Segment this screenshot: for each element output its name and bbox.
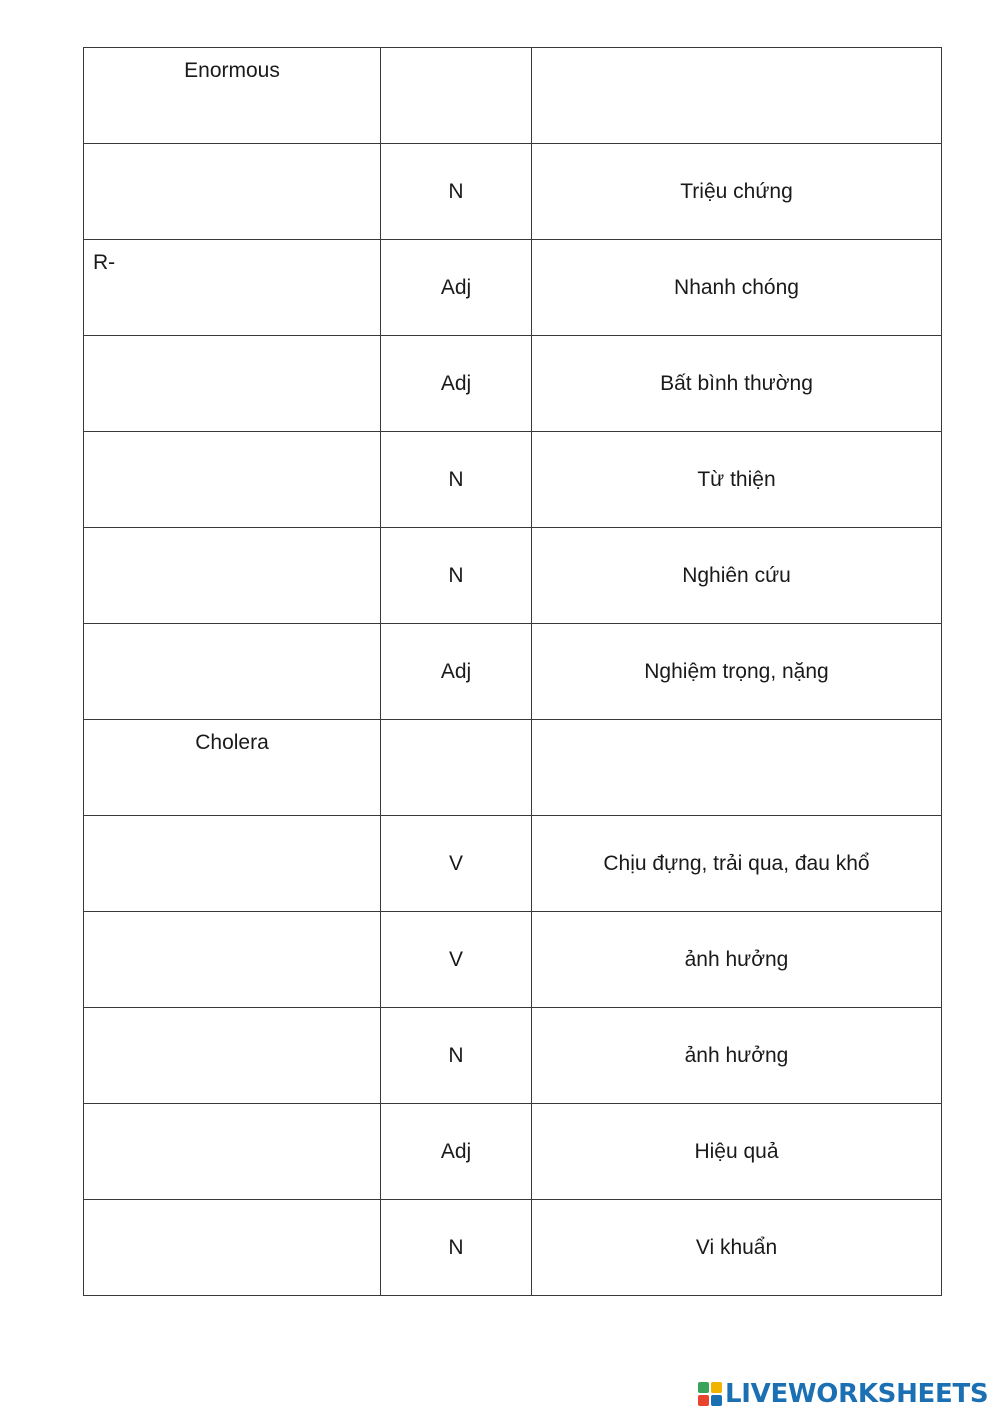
table-row [84,912,942,1008]
meaning-cell: Chịu đựng, trải qua, đau khổ [532,816,942,912]
meaning-cell: Nghiên cứu [532,528,942,624]
brand-name: LIVEWORKSHEETS [725,1379,989,1409]
word-cell[interactable] [84,1104,381,1200]
word-type-cell: N [381,1008,532,1104]
meaning-cell: Bất bình thường [532,336,942,432]
word-cell[interactable] [84,432,381,528]
word-cell[interactable] [84,144,381,240]
table-row [84,624,942,720]
word-cell[interactable] [84,336,381,432]
word-cell[interactable] [84,912,381,1008]
word-type-cell: V [381,816,532,912]
table-row [84,1104,942,1200]
meaning-cell: Từ thiện [532,432,942,528]
word-type-cell: Adj [381,624,532,720]
vocabulary-table [83,47,942,1296]
word-text: Cholera [195,731,269,754]
word-type-cell: N [381,144,532,240]
table-row [84,720,942,816]
table-row [84,336,942,432]
table-row [84,1008,942,1104]
word-type-cell: N [381,1200,532,1296]
word-cell[interactable] [84,1008,381,1104]
table-row [84,144,942,240]
meaning-cell: Nhanh chóng [532,240,942,336]
word-cell[interactable] [84,1200,381,1296]
word-type-cell: Adj [381,336,532,432]
meaning-cell [532,720,942,816]
table-row [84,528,942,624]
word-cell[interactable] [84,816,381,912]
meaning-cell: ảnh hưởng [532,912,942,1008]
word-type-cell: N [381,528,532,624]
meaning-cell: Nghiệm trọng, nặng [532,624,942,720]
table-row [84,432,942,528]
word-text: Enormous [184,59,280,82]
meaning-cell: Hiệu quả [532,1104,942,1200]
table-row [84,240,942,336]
word-type-cell: V [381,912,532,1008]
meaning-cell: Vi khuẩn [532,1200,942,1296]
table-row [84,816,942,912]
word-type-cell [381,48,532,144]
word-type-cell [381,720,532,816]
meaning-cell [532,48,942,144]
table-row [84,48,942,144]
word-type-cell: Adj [381,1104,532,1200]
liveworksheets-logo-icon [697,1381,723,1407]
word-type-cell: N [381,432,532,528]
meaning-cell: ảnh hưởng [532,1008,942,1104]
word-cell[interactable] [84,528,381,624]
meaning-cell: Triệu chứng [532,144,942,240]
table-row [84,1200,942,1296]
word-text: R- [93,251,116,274]
word-cell[interactable] [84,624,381,720]
word-type-cell: Adj [381,240,532,336]
liveworksheets-logo[interactable] [697,1378,988,1410]
word-cell[interactable] [84,720,381,816]
word-cell[interactable] [84,48,381,144]
word-cell[interactable] [84,240,381,336]
